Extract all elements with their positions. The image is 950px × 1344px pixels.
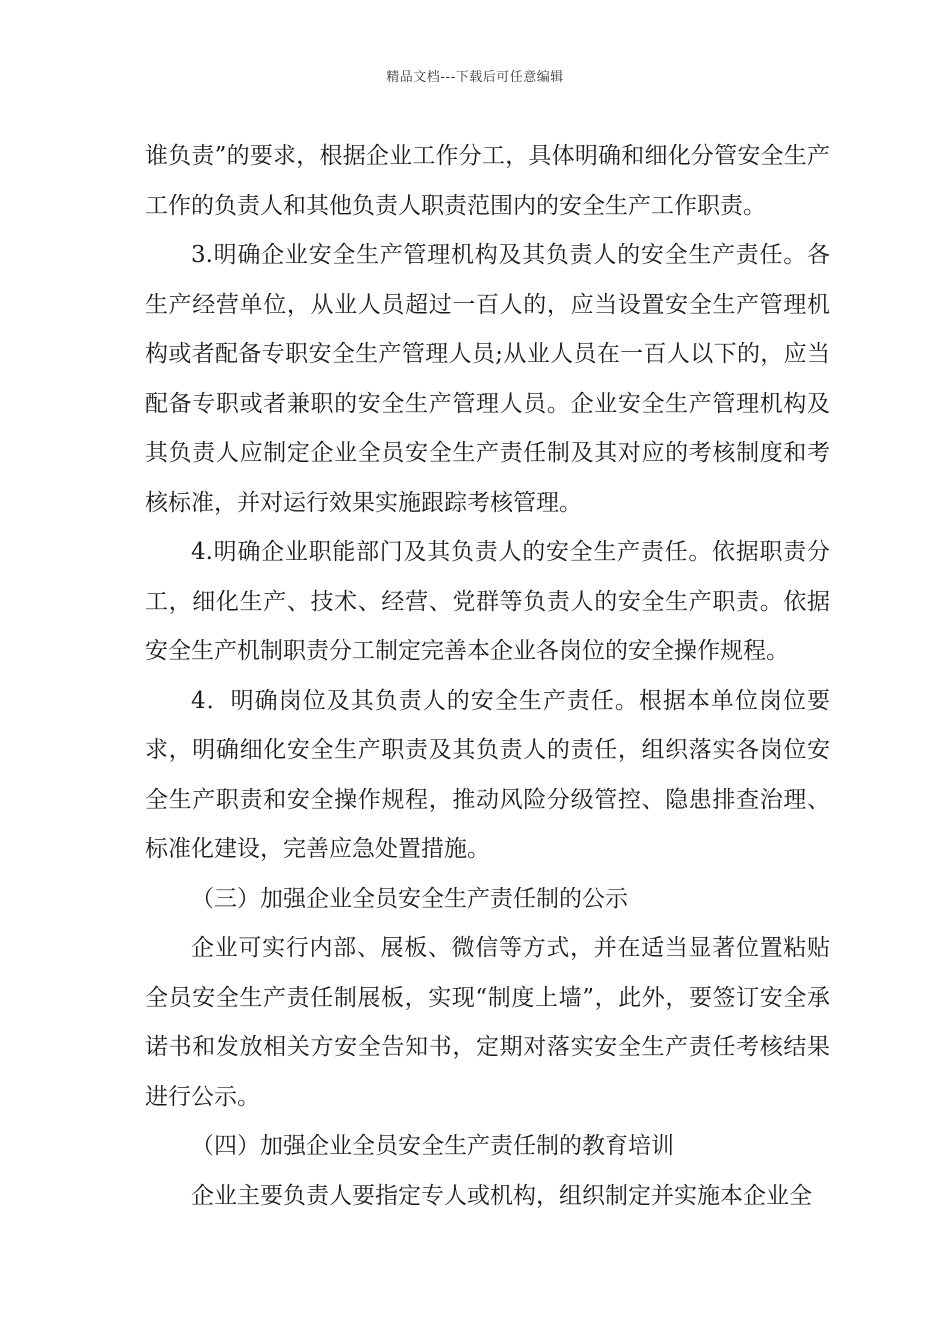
paragraph-continuation: 谁负责”的要求，根据企业工作分工，具体明确和细化分管安全生产工作的负责人和其他负责人职责范围内的安全生产工作职责。 bbox=[145, 143, 830, 219]
paragraph-item-4a: 4.明确企业职能部门及其负责人的安全生产责任。依据职责分工，细化生产、技术、经营、党群等负责人的安全生产职责。依据安全生产机制职责分工制定完善本企业各岗位的安全操作规程。 bbox=[145, 539, 830, 664]
document-body bbox=[145, 132, 830, 1221]
page-header: 精品文档---下载后可任意编辑 bbox=[386, 70, 564, 85]
paragraph-publicity: 企业可实行内部、展板、微信等方式，并在适当显著位置粘贴全员安全生产责任制展板，实现“制度上墙”，此外，要签订安全承诺书和发放相关方安全告知书，定期对落实安全生产责任考核结果进行公示。 bbox=[145, 935, 830, 1110]
paragraph-training: 企业主要负责人要指定专人或机构，组织制定并实施本企业全 bbox=[191, 1182, 812, 1209]
paragraph-item-4b: 4．明确岗位及其负责人的安全生产责任。根据本单位岗位要求，明确细化安全生产职责及其负责人的责任，组织落实各岗位安全生产职责和安全操作规程，推动风险分级管控、隐患排查治理、标准化建设，完善应急处置措施。 bbox=[145, 687, 830, 862]
paragraph-item-3: 3.明确企业安全生产管理机构及其负责人的安全生产责任。各生产经营单位，从业人员超过一百人的，应当设置安全生产管理机构或者配备专职安全生产管理人员;从业人员在一百人以下的，应当配备专职或者兼职的安全生产管理人员。企业安全生产管理机构及其负责人应制定企业全员安全生产责任制及其对应的考核制度和考核标准，并对运行效果实施跟踪考核管理。 bbox=[145, 242, 830, 516]
section-heading-4: （四）加强企业全员安全生产责任制的教育培训 bbox=[191, 1133, 674, 1159]
section-heading-3: （三）加强企业全员安全生产责任制的公示 bbox=[191, 885, 628, 912]
